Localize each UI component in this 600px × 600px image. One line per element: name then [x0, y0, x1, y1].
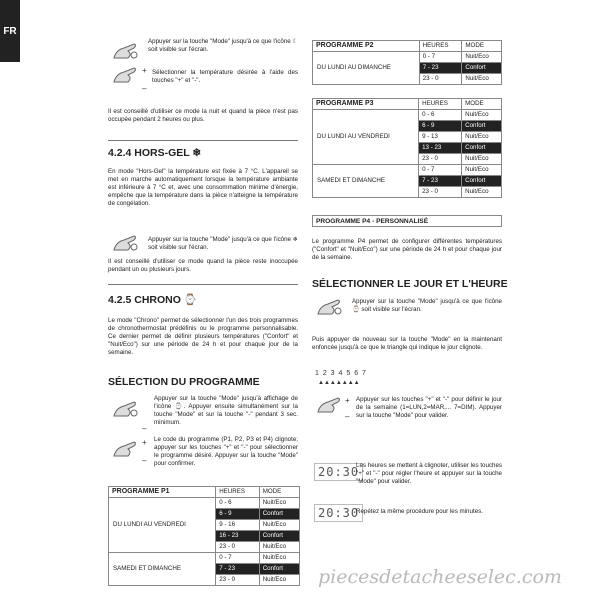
- days-display: 1 2 3 4 5 6 7: [315, 370, 367, 377]
- divider: [108, 140, 298, 141]
- hours-cell: 23 - 0: [216, 542, 259, 553]
- column-mode: MODE: [462, 41, 502, 52]
- selection-heading: SÉLECTION DU PROGRAMME: [108, 376, 260, 388]
- program-p1-table: [108, 486, 300, 586]
- minus-icon: –: [345, 412, 350, 421]
- column-mode: MODE: [462, 99, 502, 110]
- hand-press-icon: [112, 398, 138, 420]
- period-cell: SAMEDI ET DIMANCHE: [109, 553, 216, 586]
- hours-cell: 9 - 16: [216, 520, 259, 531]
- mode-cell: Nuit/Eco: [462, 110, 502, 121]
- hand-press-icon: [316, 296, 342, 318]
- table-row: [109, 498, 300, 509]
- program-p3-table: [312, 98, 502, 198]
- hours-cell: 7 - 23: [419, 176, 462, 187]
- lcd-hours: 20:30: [314, 463, 363, 481]
- minutes-step: Repétez la même procédure pour les minutes.: [356, 508, 483, 515]
- hours-cell: 23 - 0: [419, 154, 462, 165]
- mode-cell: Confort: [462, 176, 502, 187]
- horsgel-text: En mode "Hors-Gel" la température est fixée à 7 °C. L'appareil se met en marche automatiquement lorsque la température ambiante est inférieure à 7 °C et, avec une consommation minime d'énergie, empêche que la température dans la pièce n'atteigne la température de congélation.: [108, 168, 298, 207]
- minus-icon: –: [142, 456, 147, 465]
- chrono-heading: 4.2.5 CHRONO ⌚: [108, 294, 197, 306]
- lcd-minutes: 20:30: [314, 504, 363, 522]
- mode-cell: Nuit/Eco: [259, 542, 299, 553]
- mode-cell: Confort: [259, 531, 299, 542]
- hand-plus-icon: [112, 64, 138, 86]
- plus-icon: +: [142, 438, 147, 447]
- mode-cell: Confort: [462, 121, 502, 132]
- night-note: Il est conseillé d'utiliser ce mode la nuit et quand la pièce n'est pas occupée pendant 2 heures ou plus.: [108, 108, 298, 123]
- program-name: PROGRAMME P1: [109, 487, 216, 498]
- mode-cell: Nuit/Eco: [462, 187, 502, 198]
- table-row: [313, 52, 502, 63]
- hand-plus-icon: [316, 394, 342, 416]
- day-step3: Appuyer sur les touches "+" et "-" pour définir le jour de la semaine (1=LUN,2=MAR,... 7=DIM). Appuyer sur la touche "Mode" pour valider.: [356, 396, 502, 419]
- period-cell: SAMEDI ET DIMANCHE: [313, 165, 419, 198]
- horsgel-step: Appuyer sur la touche "Mode" jusqu'à ce que l'icône ❄ soit visible sur l'écran.: [148, 236, 298, 251]
- column-mode: MODE: [259, 487, 299, 498]
- day-step2: Puis appuyer de nouveau sur la touche "Mode" en la maintenant enfoncée jusqu'à ce que le triangle qui indique le jour clignote.: [312, 336, 502, 351]
- mode-cell: Nuit/Eco: [462, 154, 502, 165]
- hours-cell: 7 - 23: [419, 63, 462, 74]
- mode-cell: Nuit/Eco: [259, 575, 299, 586]
- column-heures: HEURES: [419, 41, 462, 52]
- chrono-text: Le mode "Chrono" permet de sélectionner l'un des trois programmes de chronothermostat prédéfinis ou le programme personnalisable. Ce dernier permet de définir plusieurs températures ("Confort" et "Nuit/Eco") sur une période de 24 h et pour chaque jour de la semaine.: [108, 317, 298, 356]
- mode-cell: Nuit/Eco: [259, 553, 299, 564]
- hours-cell: 6 - 9: [419, 121, 462, 132]
- plus-icon: +: [142, 66, 147, 75]
- hours-cell: 0 - 7: [419, 165, 462, 176]
- p4-heading: PROGRAMME P4 - PERSONNALISÉ: [312, 215, 502, 227]
- program-name: PROGRAMME P2: [313, 41, 420, 52]
- hours-cell: 7 - 23: [216, 564, 259, 575]
- mode-cell: Nuit/Eco: [462, 74, 502, 85]
- language-tab: FR: [0, 0, 20, 62]
- watermark: piecesdetacheeselec.com: [318, 566, 562, 588]
- hour-step: Les heures se mettent à clignoter, utiliser les touches "+" et "-" pour régler l'heure et appuyer sur la touche "Mode" pour valider.: [356, 462, 502, 485]
- selection-step2: Le code du programme (P1, P2, P3 et P4) clignote; appuyer sur les touches "+" et "-" pour sélectionner le programme désiré. Appuyer sur la touche "Mode" pour confirmer.: [154, 436, 298, 467]
- step-temp-text: Sélectionner la température désirée à l'aide des touches "+" et "-".: [152, 69, 298, 84]
- hand-press-icon: [112, 40, 138, 62]
- minus-icon: –: [142, 84, 147, 93]
- program-p2-table: [312, 40, 502, 85]
- mode-cell: Confort: [259, 564, 299, 575]
- hours-cell: 0 - 7: [419, 52, 462, 63]
- hours-cell: 23 - 0: [216, 575, 259, 586]
- mode-cell: Nuit/Eco: [462, 132, 502, 143]
- hours-cell: 0 - 7: [216, 553, 259, 564]
- divider: [108, 284, 298, 285]
- mode-cell: Nuit/Eco: [259, 520, 299, 531]
- period-cell: DU LUNDI AU DIMANCHE: [313, 52, 420, 85]
- table-header-row: [109, 487, 300, 498]
- table-header-row: [313, 99, 502, 110]
- hand-press-icon: [112, 232, 138, 254]
- hours-cell: 16 - 23: [216, 531, 259, 542]
- table-row: [109, 553, 300, 564]
- mode-cell: Nuit/Eco: [462, 165, 502, 176]
- column-heures: HEURES: [216, 487, 259, 498]
- selection-step1: Appuyer sur la touche "Mode" jusqu'à affichage de l'icône ⌚. Appuyer ensuite simultanément sur la touche "Mode" et sur la touche "-" pendant 3 sec. minimum.: [154, 395, 298, 426]
- horsgel-heading: 4.2.4 HORS-GEL ❄: [108, 147, 202, 159]
- mode-cell: Confort: [462, 143, 502, 154]
- period-cell: DU LUNDI AU VENDREDI: [109, 498, 216, 553]
- horsgel-note: Il est conseillé d'utiliser ce mode quand la pièce reste inoccupée pendant un ou plusieurs jours.: [108, 258, 298, 273]
- hours-cell: 6 - 9: [216, 509, 259, 520]
- mode-cell: Confort: [259, 509, 299, 520]
- p4-text: Le programme P4 permet de configurer différentes températures ("Confort" et "Nuit/Eco") sur une période de 24 h et pour chaque jour de la semaine.: [312, 238, 502, 261]
- plus-icon: +: [345, 396, 350, 405]
- hours-cell: 9 - 13: [419, 132, 462, 143]
- table-row: [313, 165, 502, 176]
- table-header-row: [313, 41, 502, 52]
- hours-cell: 23 - 0: [419, 74, 462, 85]
- period-cell: DU LUNDI AU VENDREDI: [313, 110, 419, 165]
- day-triangle-icon: ▲▲▲▲▲▲▲: [318, 380, 360, 386]
- program-name: PROGRAMME P3: [313, 99, 419, 110]
- hours-cell: 13 - 23: [419, 143, 462, 154]
- minus-icon: –: [142, 424, 147, 433]
- day-heading: SÉLECTIONNER LE JOUR ET L'HEURE: [312, 278, 508, 290]
- day-step1: Appuyer sur la touche "Mode" jusqu'à ce que l'icône ⌚ soit visible sur l'écran.: [352, 298, 502, 313]
- mode-cell: Nuit/Eco: [462, 52, 502, 63]
- mode-cell: Nuit/Eco: [259, 498, 299, 509]
- column-heures: HEURES: [419, 99, 462, 110]
- step-moon-text: Appuyer sur la touche "Mode" jusqu'à ce que l'icône ☾ soit visible sur l'écran.: [148, 38, 298, 53]
- hours-cell: 0 - 6: [419, 110, 462, 121]
- hours-cell: 0 - 6: [216, 498, 259, 509]
- hand-plus-icon: [112, 438, 138, 460]
- mode-cell: Confort: [462, 63, 502, 74]
- table-row: [313, 110, 502, 121]
- hours-cell: 23 - 0: [419, 187, 462, 198]
